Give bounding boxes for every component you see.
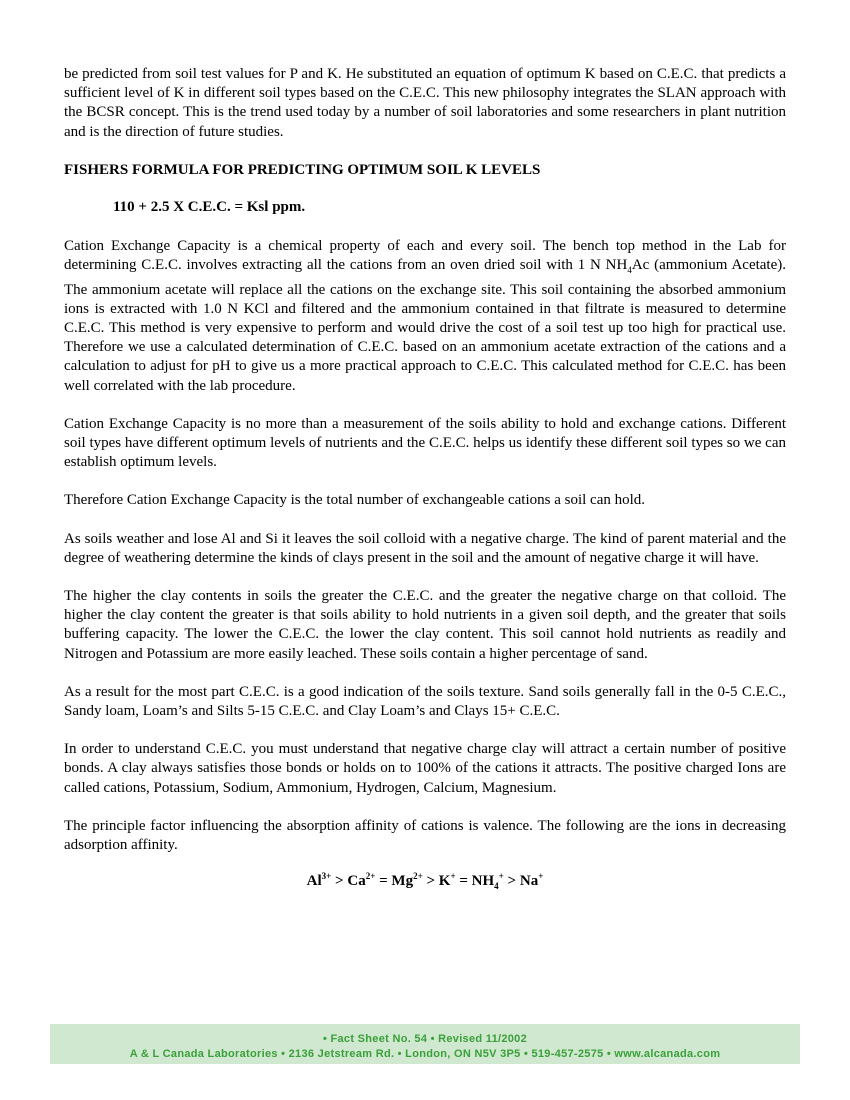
cec-method-paragraph — [64, 237, 786, 396]
charge-na: + — [538, 871, 544, 882]
nh4-subscript: 4 — [627, 265, 632, 276]
ion-al: Al — [306, 873, 322, 890]
subscript-nh4: 4 — [494, 881, 499, 892]
intro-paragraph: be predicted from soil test values for P and K. He substituted an equation of optimum K based on C.E.C. that predicts a sufficient level of K in different soil types based on the C.E.C. This new philosophy integrates the SLAN approach with the BCSR concept. This is the trend used today by a number of soil laboratories and some researchers in plant nutrition and is the direction of future studies. — [64, 66, 786, 140]
operator-eq: = — [455, 873, 472, 890]
charge-k: + — [450, 871, 456, 882]
operator-gt: > — [331, 873, 348, 890]
cec-text-part1: Cation Exchange Capacity is a chemical property of each and every soil. The bench top method in the Lab for determining C.E.C. involves extracting all the cations from an oven dried soil with 1 N NH — [64, 238, 786, 274]
section-heading: FISHERS FORMULA FOR PREDICTING OPTIMUM SOIL K LEVELS — [64, 161, 541, 178]
operator-gt: > — [503, 873, 520, 890]
ion-nh4: NH — [471, 873, 495, 890]
cec-text-part2: Ac (ammonium Acetate). The ammonium acetate will replace all the cations on the exchange site. This soil containing the absorbed ammonium ions is extracted with 1.0 N KCl and filtered and the ammonium contained in that filtrate is measured to determine C.E.C. This method is very expensive to perform and would drive the cost of a soil test up too high for practical use. Therefore we use a calculated determination of C.E.C. based on an ammonium acetate extraction of the cations and a calculation to adjust for pH to give us a more practical approach to C.E.C. This calculated method for C.E.C. has been well correlated with the lab procedure. — [64, 257, 786, 394]
paragraph-negative-charge: In order to understand C.E.C. you must understand that negative charge clay will attract a certain number of positive bonds. A clay always satisfies those bonds or holds on to 100% of the cations it attracts. The positive charged Ions are called cations, Potassium, Sodium, Ammonium, Hydrogen, Calcium, Magnesium. — [64, 741, 786, 796]
footer-fact-sheet-line: • Fact Sheet No. 54 • Revised 11/2002 — [322, 1033, 528, 1045]
ion-k: K — [438, 873, 451, 890]
footer-contact-line: A & L Canada Laboratories • 2136 Jetstream Rd. • London, ON N5V 3P5 • 519-457-2575 • www.alcanada.com — [129, 1048, 721, 1060]
charge-ca: 2+ — [365, 871, 376, 882]
paragraph-cec-definition: Cation Exchange Capacity is no more than a measurement of the soils ability to hold and exchange cations. Different soil types have different optimum levels of nutrients and the C.E.C. helps us identify these different soil types so we can establish optimum levels. — [64, 415, 786, 471]
paragraph-valence: The principle factor influencing the absorption affinity of cations is valence. The following are the ions in decreasing adsorption affinity. — [64, 817, 786, 854]
charge-al: 3+ — [321, 871, 332, 882]
ion-mg: Mg — [391, 873, 414, 890]
paragraph-weathering: As soils weather and lose Al and Si it leaves the soil colloid with a negative charge. The kind of parent material and the degree of weathering determine the kinds of clays present in the soil and the amount of negative charge it will have. — [64, 530, 786, 566]
document-body — [64, 65, 786, 897]
paragraph-clay-content: The higher the clay contents in soils the greater the C.E.C. and the greater the negative charge on that colloid. The higher the clay content the greater is that soils ability to hold nutrients in a given soil depth, and the greater that soils buffering capacity. The lower the C.E.C. the lower the clay content. This soil cannot hold nutrients as readily and Nitrogen and Potassium are more easily leached. These soils contain a higher percentage of sand. — [64, 588, 786, 662]
ion-na: Na — [519, 873, 539, 890]
paragraph-soil-texture: As a result for the most part C.E.C. is a good indication of the soils texture. Sand soils generally fall in the 0-5 C.E.C., Sandy loam, Loam’s and Silts 5-15 C.E.C. and Clay Loam’s and Clays 15+ C.E.C. — [64, 683, 786, 720]
adsorption-affinity-series — [64, 867, 786, 896]
fisher-formula: 110 + 2.5 X C.E.C. = Ksl ppm. — [113, 199, 306, 216]
operator-eq: = — [375, 873, 392, 890]
operator-gt: > — [422, 873, 439, 890]
page-footer — [50, 1024, 800, 1064]
paragraph-cec-total: Therefore Cation Exchange Capacity is the total number of exchangeable cations a soil can hold. — [64, 492, 646, 509]
ion-ca: Ca — [347, 873, 366, 890]
charge-mg: 2+ — [413, 871, 423, 882]
charge-nh4: + — [498, 871, 504, 882]
